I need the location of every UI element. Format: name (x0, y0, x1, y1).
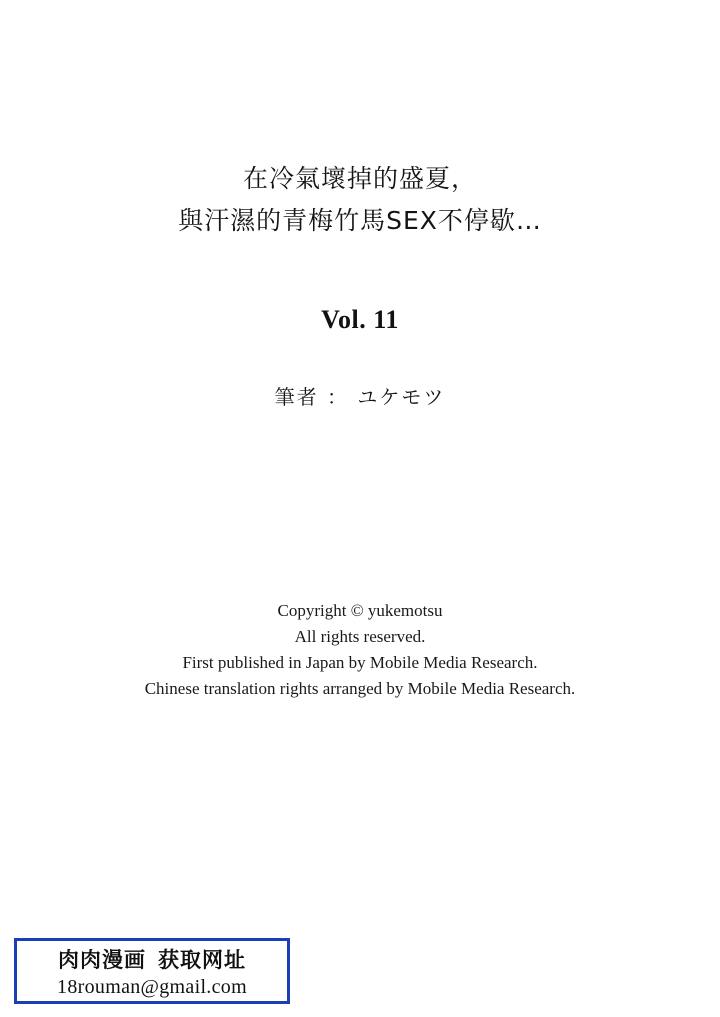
copyright-block (0, 598, 720, 702)
watermark-email: 18rouman@gmail.com (57, 976, 247, 998)
title-line-2: 與汗濕的青梅竹馬SEX不停歇… (178, 206, 542, 235)
watermark-site-line (17, 944, 287, 974)
copyright-line-2: All rights reserved. (294, 627, 426, 646)
watermark-site-name: 肉肉漫画 (58, 948, 146, 972)
volume-label: Vol. 11 (321, 305, 399, 334)
title-block (0, 158, 720, 242)
title-line-1: 在冷氣壞掉的盛夏， (242, 164, 477, 193)
copyright-line-3: First published in Japan by Mobile Media Research. (182, 653, 538, 672)
copyright-line-4: Chinese translation rights arranged by Mobile Media Research. (144, 679, 576, 698)
watermark-badge (14, 938, 290, 1004)
author-label: 筆者 ： ユケモツ (274, 385, 446, 409)
copyright-line-1: Copyright © yukemotsu (277, 601, 443, 620)
watermark-site-action: 获取网址 (158, 948, 246, 972)
